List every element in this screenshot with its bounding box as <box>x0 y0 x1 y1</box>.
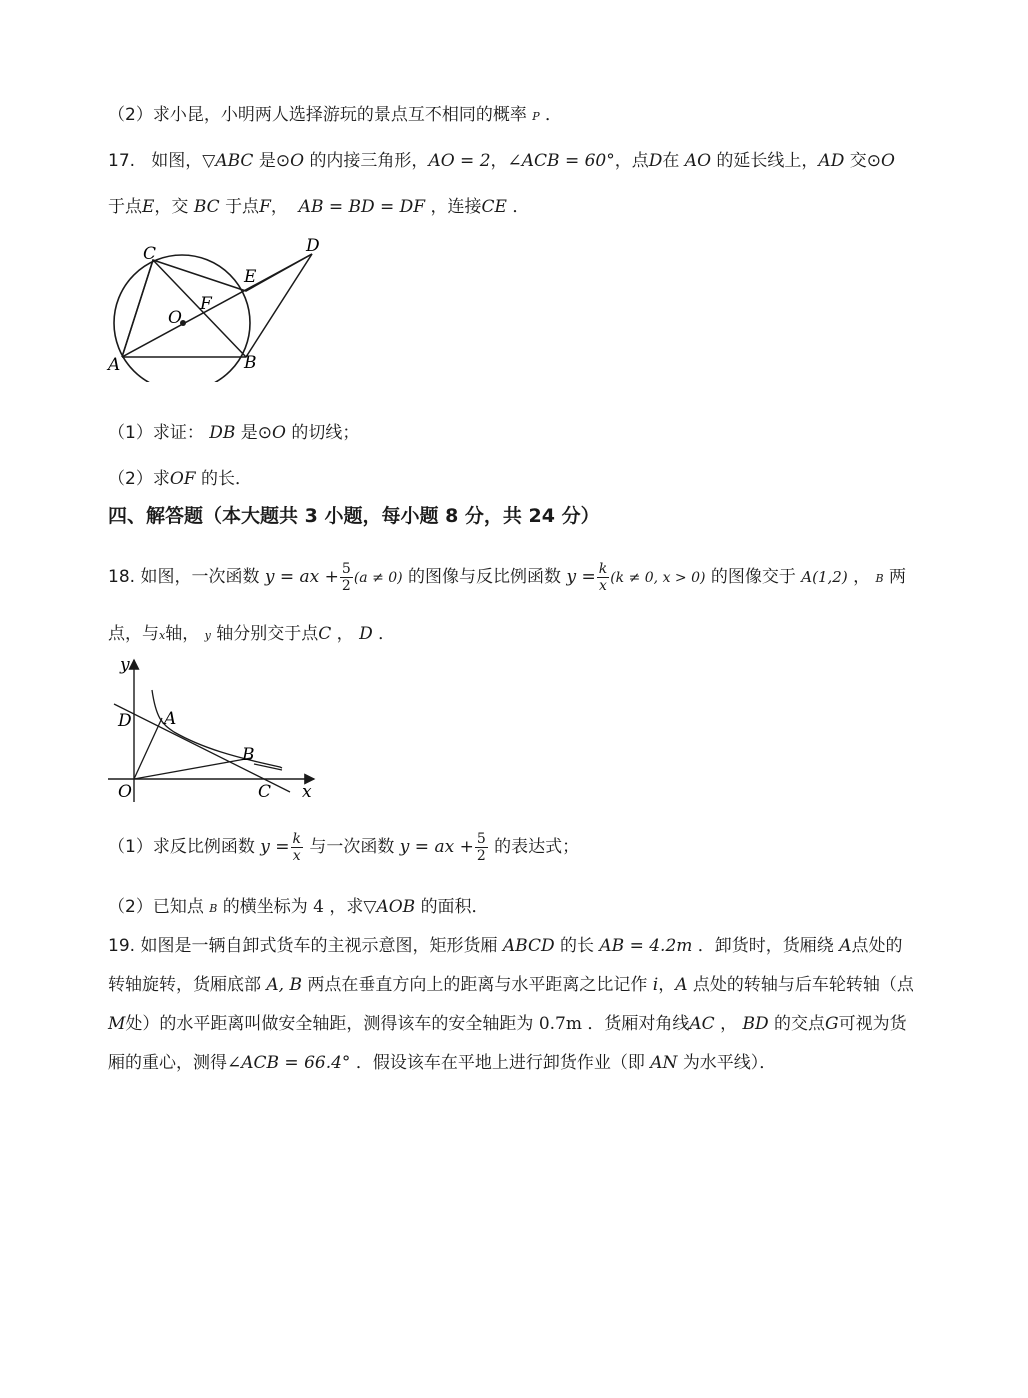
q17-ad: AD <box>818 151 845 171</box>
q17-p2a: （2）求 <box>108 469 170 489</box>
q16-end: ． <box>545 105 563 125</box>
q19-m: M <box>108 1014 126 1034</box>
q18-p2d: 的面积． <box>420 897 489 917</box>
q18-t3: 的图像交于 <box>710 567 796 587</box>
q17-bc: BC <box>193 197 220 217</box>
q19-bd: BD <box>742 1014 769 1034</box>
q18-p1-k: k <box>292 830 301 847</box>
label-a: A <box>164 709 177 729</box>
fraction-k-x-2 <box>291 831 303 864</box>
q17-p1c: 的切线； <box>291 423 360 443</box>
q18-graph-figure <box>104 652 324 802</box>
q18-ys: y <box>204 629 211 642</box>
q17-angle: ∠ACB = 60° <box>507 151 615 171</box>
segment-ob <box>134 758 251 779</box>
q19-l3c: ， <box>720 1014 738 1034</box>
q17-l2d: ， <box>270 197 288 217</box>
q19-d07: 0.7m <box>538 1014 582 1034</box>
q17-f: F <box>259 197 271 217</box>
q18-b: B <box>875 572 884 585</box>
q19-a2: A <box>675 975 688 995</box>
label-d: D <box>306 236 320 256</box>
q18-aob: ▽AOB <box>363 897 416 917</box>
q18-part2 <box>108 895 489 921</box>
q18-t2: 的图像与反比例函数 <box>408 567 562 587</box>
q18-x: x <box>598 577 607 594</box>
hyperbola-curve <box>152 690 282 768</box>
section-heading: 四、解答题（本大题共 3 小题，每小题 8 分，共 24 分） <box>108 505 600 527</box>
q19-l1c: ．卸货时，货厢绕 <box>697 936 834 956</box>
q17-t7: 的延长线上， <box>716 151 819 171</box>
q18-p1-num: 5 <box>476 830 486 847</box>
q19-line2 <box>108 973 914 997</box>
q18-number: 18. <box>108 567 136 587</box>
q18-p2b-point: B <box>209 902 218 915</box>
label-e: E <box>244 267 257 287</box>
q19-l4a: 厢的重心，测得 <box>108 1053 227 1073</box>
q17-t3: 的内接三角形， <box>309 151 429 171</box>
label-d: D <box>118 711 132 731</box>
fraction-5-2 <box>340 561 353 594</box>
q17-o: O <box>290 151 305 171</box>
label-y: y <box>120 655 130 675</box>
q17-p2b: 的长． <box>200 469 252 489</box>
q16-part2-text: （2）求小昆，小明两人选择游玩的景点互不相同的概率 <box>108 105 527 125</box>
q18-p2a: （2）已知点 <box>108 897 204 917</box>
label-x: x <box>302 782 312 802</box>
q19-l1b: 的长 <box>560 936 594 956</box>
q18-f2a: y = <box>566 567 596 587</box>
label-b: B <box>244 353 257 373</box>
q17-e: E <box>142 197 155 217</box>
q17-p1b: 是⊙ <box>240 423 273 443</box>
q19-l2a: 转轴旋转，货厢底部 <box>108 975 261 995</box>
q17-l2f: ． <box>512 197 530 217</box>
q18-frac-num: 5 <box>341 560 351 577</box>
q17-t2: 是⊙ <box>258 151 291 171</box>
q17-t5: ，点 <box>614 151 649 171</box>
label-c: C <box>258 782 272 802</box>
q17-db: DB <box>209 423 236 443</box>
label-f: F <box>200 294 212 314</box>
q18-a12: A(1,2) <box>801 568 848 586</box>
q19-i: i <box>652 975 659 995</box>
q17-p1a: （1）求证： <box>108 423 204 443</box>
q17-p1o: O <box>272 423 286 443</box>
label-o: O <box>168 308 182 328</box>
q18-frac-den: 2 <box>341 577 351 594</box>
q17-l2c: 于点 <box>225 197 260 217</box>
q17-line2 <box>108 195 529 219</box>
q17-ce: CE <box>481 197 507 217</box>
q18-line1 <box>108 560 906 596</box>
label-a: A <box>108 355 121 375</box>
q18-t4: ， <box>853 567 871 587</box>
q17-d: D <box>648 151 663 171</box>
q19-angle: ∠ACB = 66.4° <box>227 1053 351 1073</box>
q17-number: 17. <box>108 151 136 171</box>
q19-l3a: 处）的水平距离叫做安全轴距，测得该车的安全轴距为 <box>125 1014 534 1034</box>
q18-p1c: 的表达式； <box>494 837 580 857</box>
q19-l3b: ．货厢对角线 <box>587 1014 690 1034</box>
q17-o2: O <box>881 151 895 171</box>
q18-k: k <box>598 560 608 577</box>
q18-p1b: 与一次函数 <box>309 837 395 857</box>
q17-part1 <box>108 421 359 445</box>
q17-tri: ▽ABC <box>202 151 254 171</box>
q18-t1: 如图，一次函数 <box>140 567 260 587</box>
q19-l2b: 两点在垂直方向上的距离与水平距离之比记作 <box>307 975 648 995</box>
q19-l3d: 的交点 <box>774 1014 826 1034</box>
fraction-5-2-2 <box>475 831 488 864</box>
q18-p1f2: y = ax + <box>399 837 474 857</box>
q18-l2c: 轴分别交于点 <box>216 624 319 644</box>
q18-l2a: 点，与 <box>108 624 159 644</box>
label-b: B <box>242 745 255 765</box>
q19-line1 <box>108 934 902 958</box>
q19-ab42: AB = 4.2m <box>599 936 693 956</box>
q17-line1 <box>108 149 895 173</box>
q17-t1: 如图， <box>151 151 203 171</box>
q19-l1d: 点处的 <box>851 936 903 956</box>
q18-f1a: y = ax + <box>264 567 339 587</box>
q17-ao-seg: AO <box>684 151 712 171</box>
q18-p2c: ，求 <box>329 897 364 917</box>
q18-d: D <box>359 624 373 644</box>
q19-abcd: ABCD <box>502 936 555 956</box>
q18-l2e: ． <box>378 624 396 644</box>
p-symbol: P <box>532 110 540 123</box>
q18-part1 <box>108 830 579 864</box>
fraction-k-x <box>597 561 609 594</box>
q17-l2e: ，连接 <box>430 197 482 217</box>
q17-t8: 交⊙ <box>849 151 881 171</box>
q17-l2a: 于点 <box>108 197 142 217</box>
q19-l1a: 19. 如图是一辆自卸式货车的主视示意图，矩形货厢 <box>108 936 498 956</box>
q19-l2d: 点处的转轴与后车轮转轴（点 <box>692 975 914 995</box>
q18-p2b: 的横坐标为 <box>222 897 308 917</box>
label-o: O <box>118 782 132 802</box>
q19-l4c: 为水平线）． <box>682 1053 777 1073</box>
q19-l2c: ， <box>658 975 676 995</box>
q17-part2 <box>108 467 252 491</box>
q18-p1f1: y = <box>260 837 290 857</box>
q18-four: 4 <box>313 897 324 917</box>
q19-ac: AC <box>689 1014 715 1034</box>
q18-l2d: ， <box>336 624 354 644</box>
q18-cond1: (a ≠ 0) <box>353 570 403 586</box>
q18-p1a: （1）求反比例函数 <box>108 837 255 857</box>
q18-p1-den: 2 <box>476 847 486 864</box>
q17-ao: AO = 2 <box>428 151 491 171</box>
q17-eq: AB = BD = DF <box>298 197 426 217</box>
q17-of: OF <box>169 469 196 489</box>
q18-p1-x: x <box>292 847 301 864</box>
q18-l2b: 轴， <box>165 624 200 644</box>
q19-ab: A, B <box>266 975 302 995</box>
q19-g: G <box>825 1014 839 1034</box>
q19-l4b: ．假设该车在平地上进行卸货作业（即 <box>355 1053 645 1073</box>
q19-line4 <box>108 1051 776 1075</box>
q19-line3 <box>108 1012 907 1036</box>
q18-xs: x <box>159 629 166 642</box>
q16-part2 <box>108 103 562 129</box>
q18-t5: 两 <box>889 567 906 587</box>
q17-t6: 在 <box>662 151 680 171</box>
q19-an: AN <box>650 1053 678 1073</box>
q18-cond2: (k ≠ 0, x > 0) <box>610 570 706 586</box>
q19-a: A <box>839 936 852 956</box>
q17-l2b: ，交 <box>154 197 189 217</box>
q17-geometry-figure <box>100 232 330 382</box>
q17-t4: ， <box>490 151 508 171</box>
q19-l3e: 可视为货 <box>838 1014 907 1034</box>
segment-oa <box>134 718 162 779</box>
q18-c: C <box>318 624 332 644</box>
label-c: C <box>143 244 157 264</box>
q18-line2 <box>108 622 395 648</box>
